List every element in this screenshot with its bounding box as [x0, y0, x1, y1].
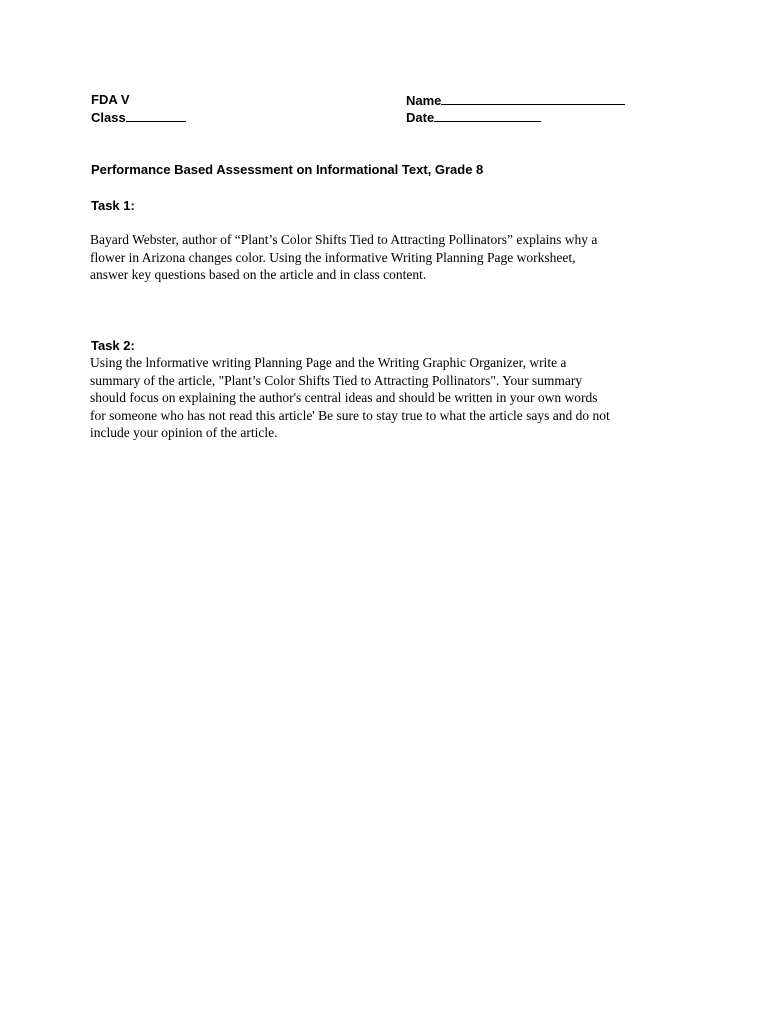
- date-field: [406, 108, 541, 126]
- task2-label: Task 2:: [91, 338, 135, 353]
- class-blank-line: [126, 108, 186, 122]
- task1-line: answer key questions based on the article and in class content.: [90, 267, 427, 282]
- name-blank-line: [441, 91, 625, 105]
- date-blank-line: [434, 108, 541, 122]
- course-name: FDA V: [91, 92, 130, 107]
- class-label: Class: [91, 110, 126, 125]
- task2-line: Using the lnformative writing Planning Page and the Writing Graphic Organizer, write a: [90, 355, 567, 370]
- task2-line: include your opinion of the article.: [90, 425, 278, 440]
- name-field: [406, 91, 625, 109]
- course-label: [91, 91, 130, 108]
- task1-line: Bayard Webster, author of “Plant’s Color Shifts Tied to Attracting Pollinators” explains why a: [90, 232, 598, 247]
- task2-line: for someone who has not read this article' Be sure to stay true to what the article says and do not: [90, 407, 610, 423]
- name-label: Name: [406, 93, 442, 108]
- task2-line: should focus on explaining the author's central ideas and should be written in your own words: [90, 390, 598, 405]
- document-title: Performance Based Assessment on Informational Text, Grade 8: [91, 162, 484, 177]
- task1-paragraph: [90, 231, 680, 284]
- class-field: [91, 108, 186, 126]
- task1-line: flower in Arizona changes color. Using the informative Writing Planning Page worksheet,: [90, 249, 576, 265]
- task2-paragraph: [90, 354, 680, 442]
- task2-line: summary of the article, "Plant’s Color Shifts Tied to Attracting Pollinators". Your summary: [90, 372, 583, 388]
- task1-label: Task 1:: [91, 198, 135, 213]
- date-label: Date: [406, 110, 435, 125]
